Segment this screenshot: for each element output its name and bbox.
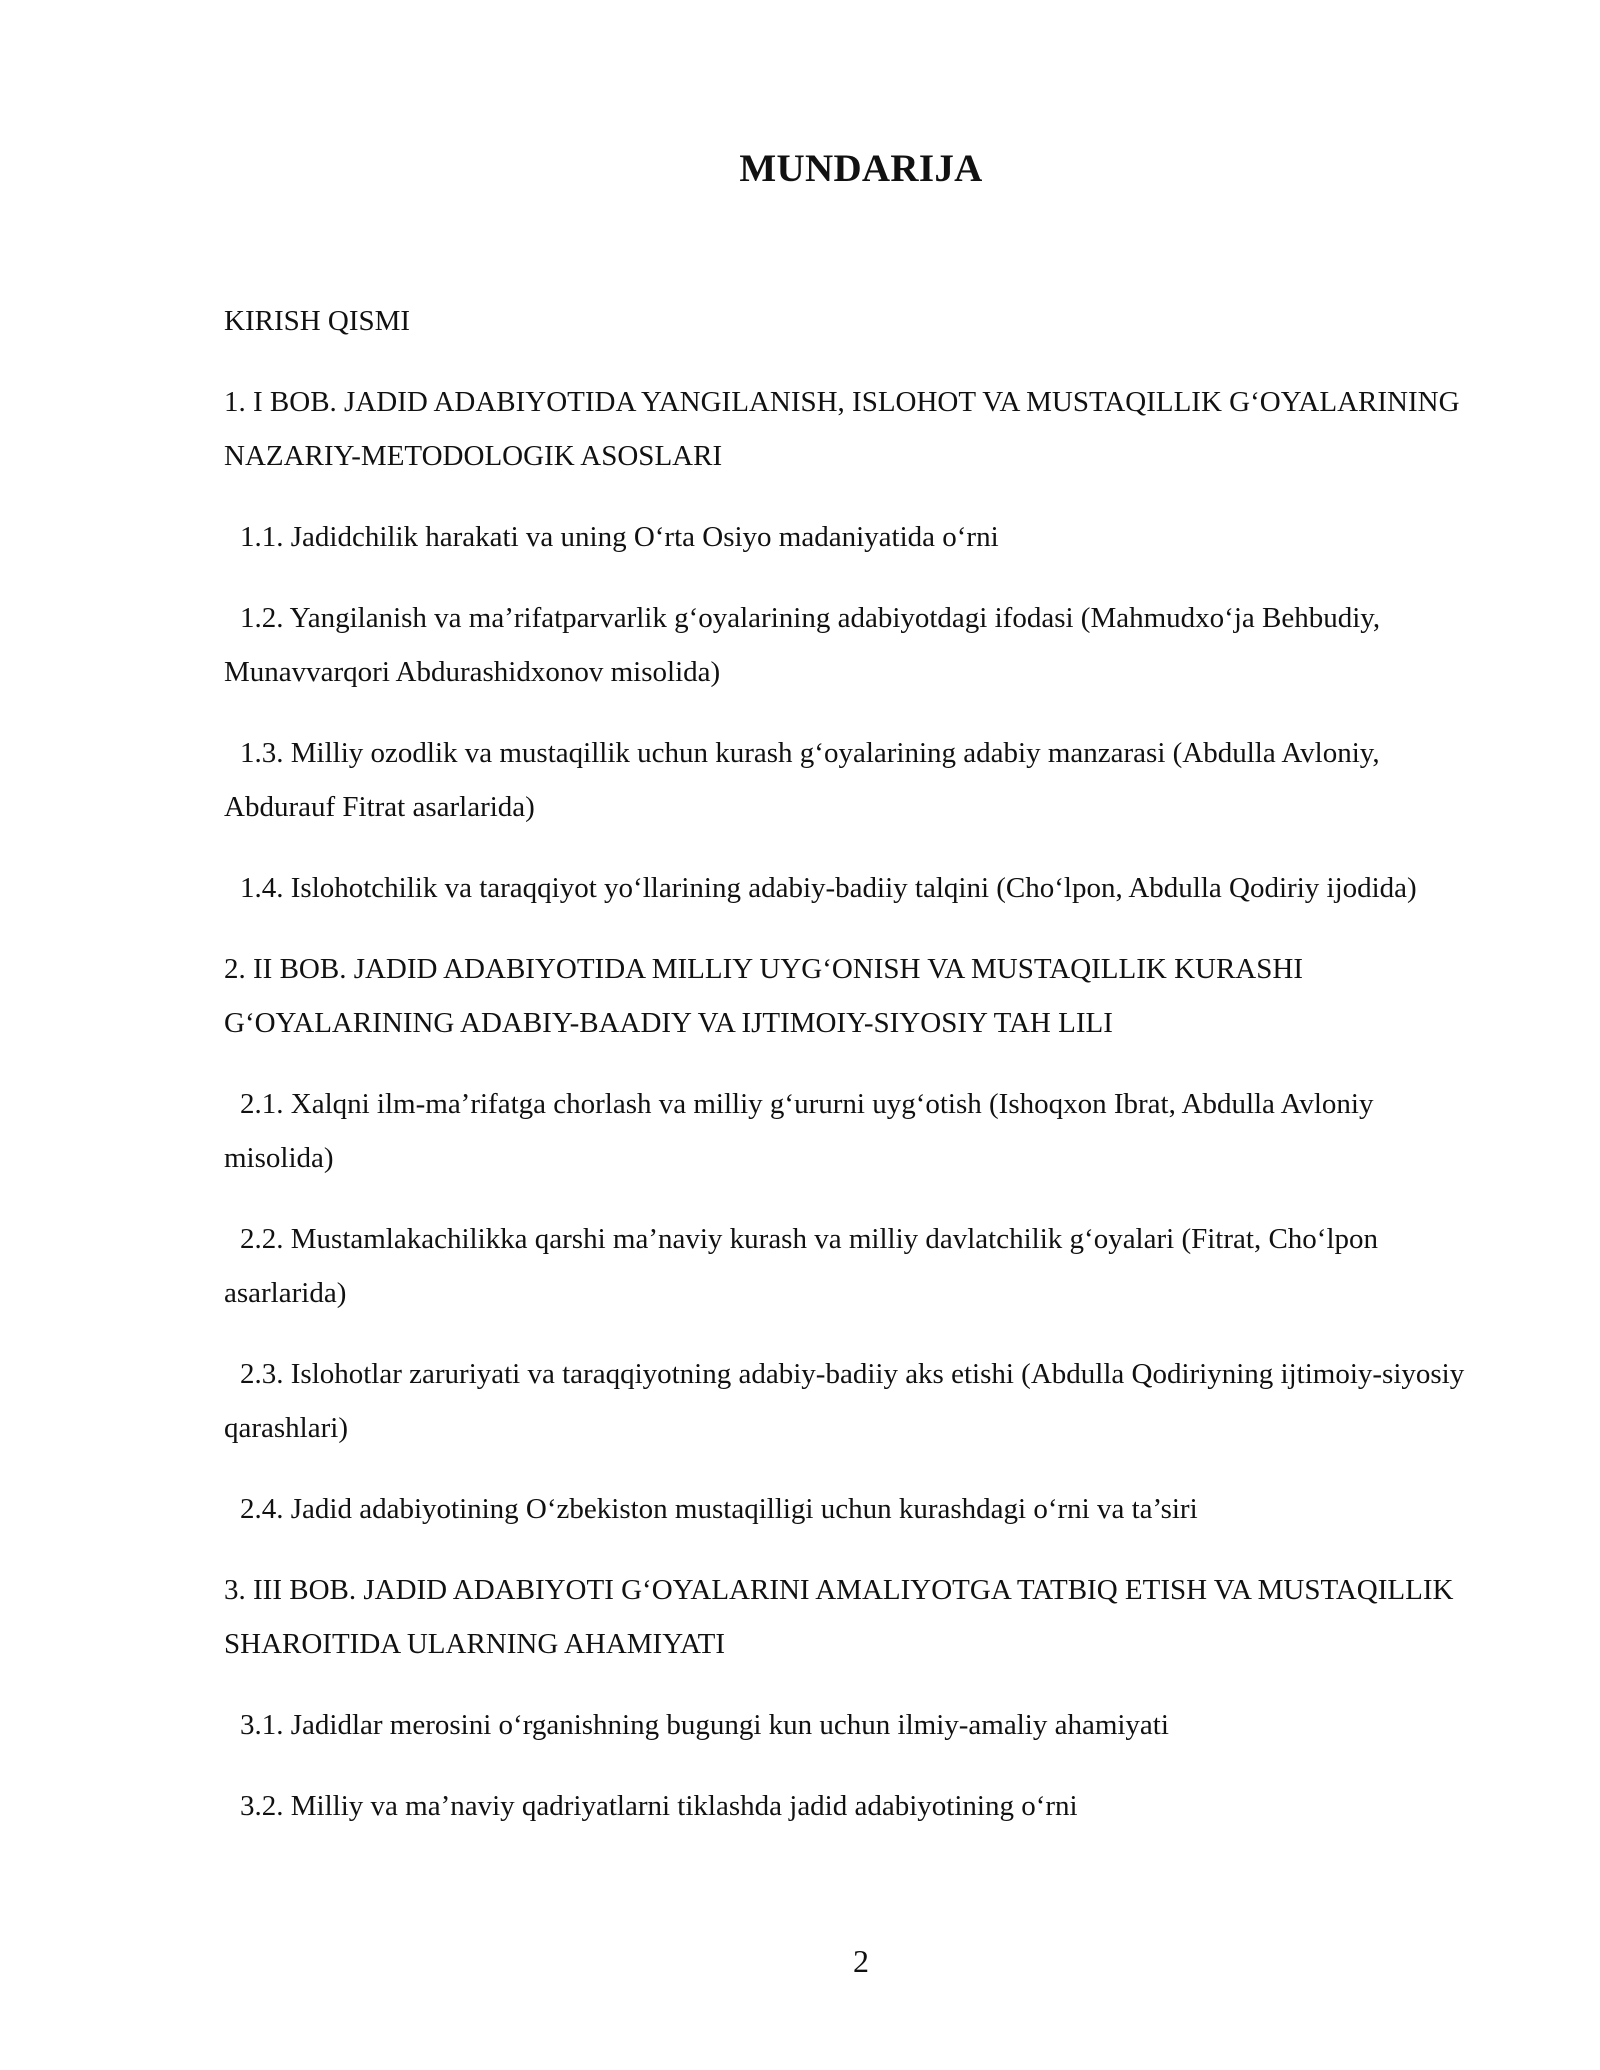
toc-entry-section-1-3: 1.3. Milliy ozodlik va mustaqillik uchun kurash g‘oyalarining adabiy manzarasi (Abdulla Avloniy, Abdurauf Fitrat asarlarida) xyxy=(224,737,1380,823)
table-of-contents xyxy=(224,294,1488,1860)
toc-entry-chapter-3: 3. III BOB. JADID ADABIYOTI G‘OYALARINI AMALIYOTGA TATBIQ ETISH VA MUSTAQILLIK SHAROITIDA ULARNING AHAMIYATI xyxy=(224,1574,1454,1660)
toc-entry-section-2-1: 2.1. Xalqni ilm-ma’rifatga chorlash va milliy g‘ururni uyg‘otish (Ishoqxon Ibrat, Abdulla Avloniy misolida) xyxy=(224,1088,1374,1174)
toc-entry-chapter-2: 2. II BOB. JADID ADABIYOTIDA MILLIY UYG‘ONISH VA MUSTAQILLIK KURASHI G‘OYALARINING ADABIY-BAADIY VA IJTIMOIY-SIYOSIY TAH LILI xyxy=(224,953,1303,1039)
toc-entry-introduction: KIRISH QISMI xyxy=(224,305,411,337)
page-number: 2 xyxy=(853,1943,869,1979)
toc-entry-section-2-4: 2.4. Jadid adabiyotining O‘zbekiston mustaqilligi uchun kurashdagi o‘rni va ta’siri xyxy=(240,1493,1198,1525)
document-title: MUNDARIJA xyxy=(739,147,983,190)
toc-entry-section-3-2: 3.2. Milliy va ma’naviy qadriyatlarni tiklashda jadid adabiyotining o‘rni xyxy=(240,1790,1078,1822)
toc-entry-section-1-2: 1.2. Yangilanish va ma’rifatparvarlik g‘oyalarining adabiyotdagi ifodasi (Mahmudxo‘ja Behbudiy, Munavvarqori Abdurashidxonov misolida) xyxy=(224,602,1381,688)
toc-entry-section-1-4: 1.4. Islohotchilik va taraqqiyot yo‘llarining adabiy-badiiy talqini (Cho‘lpon, Abdulla Qodiriy ijodida) xyxy=(240,872,1417,904)
toc-entry-section-2-3: 2.3. Islohotlar zaruriyati va taraqqiyotning adabiy-badiiy aks etishi (Abdulla Qodiriyning ijtimoiy-siyosiy qarashlari) xyxy=(224,1358,1465,1444)
toc-entry-chapter-1: 1. I BOB. JADID ADABIYOTIDA YANGILANISH, ISLOHOT VA MUSTAQILLIK G‘OYALARINING NAZARIY-METODOLOGIK ASOSLARI xyxy=(224,386,1460,472)
toc-entry-section-3-1: 3.1. Jadidlar merosini o‘rganishning bugungi kun uchun ilmiy-amaliy ahamiyati xyxy=(240,1709,1169,1741)
toc-entry-section-2-2: 2.2. Mustamlakachilikka qarshi ma’naviy kurash va milliy davlatchilik g‘oyalari (Fitrat, Cho‘lpon asarlarida) xyxy=(224,1223,1378,1309)
toc-entry-section-1-1: 1.1. Jadidchilik harakati va uning O‘rta Osiyo madaniyatida o‘rni xyxy=(240,521,999,553)
